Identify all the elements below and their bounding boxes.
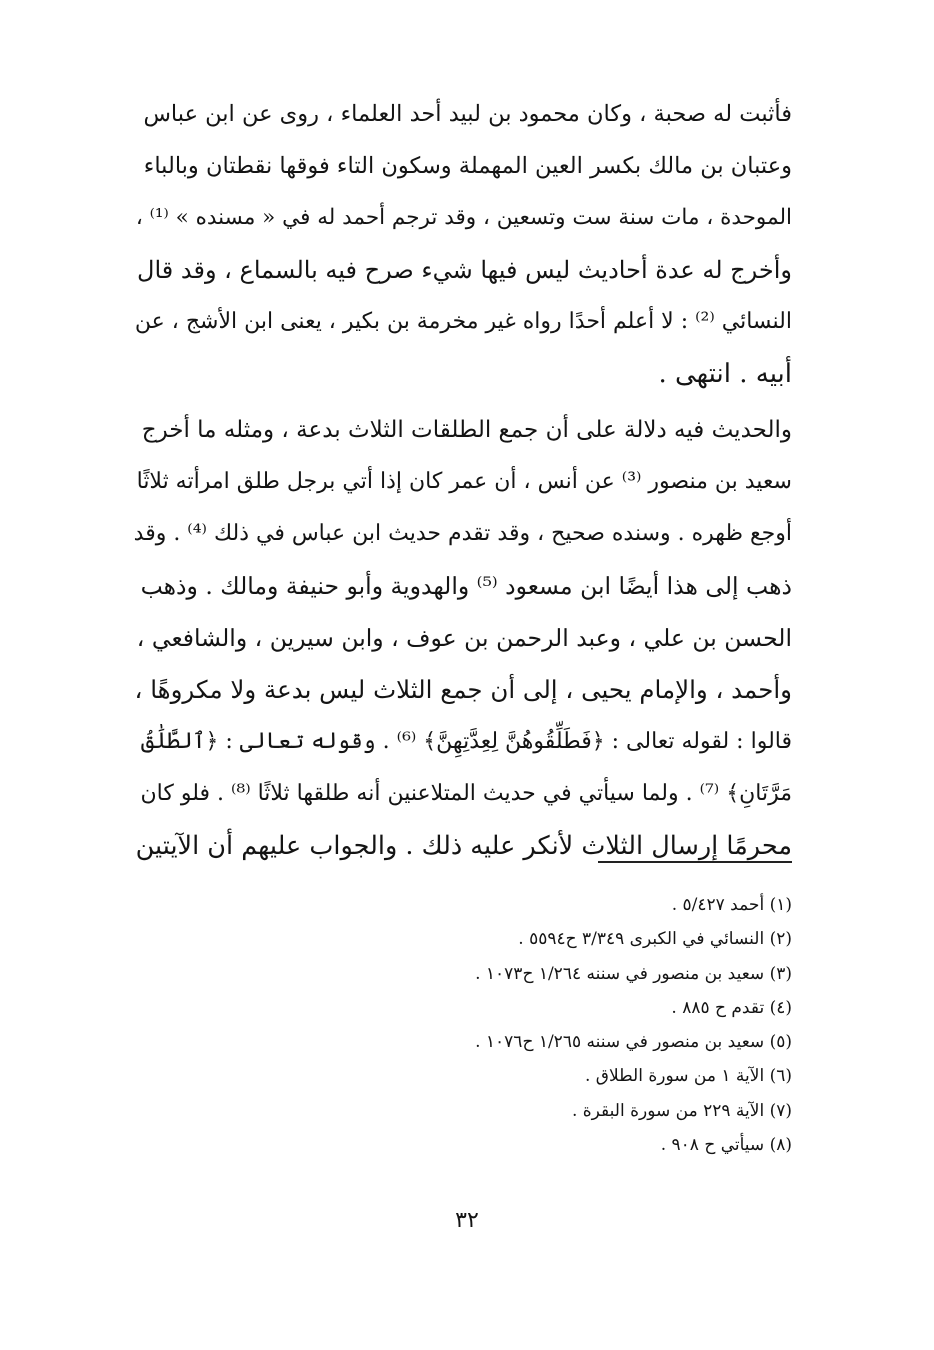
text-line: أوجع ظهره . وسنده صحيح ، وقد تقدم حديث ابن عباس في ذلك ⁽⁴⁾ . وقد — [133, 521, 792, 546]
text-line: وأحمد ، والإمام يحيى ، إلى أن جمع الثلاث ليس بدعة ولا مكروهًا ، — [134, 675, 792, 704]
text-line: قالوا : لقوله تعالى : ﴿فَطَلِّقُوهُنَّ لِعِدَّتِهِنَّ﴾ ⁽⁶⁾ . وقوله تعالى : ﴿ٱلطَّلَٰقُ — [141, 729, 792, 754]
footnote-7: (٧) الآية ٢٢٩ من سورة البقرة . — [571, 1100, 792, 1121]
text-line: وعتبان بن مالك بكسر العين المهملة وسكون التاء فوقها نقطتان وبالباء — [143, 153, 792, 179]
text-line: وأخرج له عدة أحاديث ليس فيها شيء صرح فيه بالسماع ، وقد قال — [137, 256, 792, 284]
footnote-separator — [598, 861, 792, 863]
text-line: النسائي ⁽²⁾ : لا أعلم أحدًا رواه غير مخرمة بن بكير ، يعنى ابن الأشج ، عن — [134, 309, 792, 334]
text-line: ذهب إلى هذا أيضًا ابن مسعود ⁽⁵⁾ والهدوية وأبو حنيفة ومالك . وذهب — [140, 572, 792, 600]
text-line: مَرَّتَانِ﴾ ⁽⁷⁾ . ولما سيأتي في حديث المتلاعنين أنه طلقها ثلاثًا ⁽⁸⁾ . فلو كان — [140, 781, 792, 806]
footnote-6: (٦) الآية ١ من سورة الطلاق . — [584, 1066, 792, 1087]
footnote-8: (٨) سيأتي ح ٩٠٨ . — [660, 1135, 792, 1156]
text-line: أبيه . انتهى . — [658, 359, 792, 389]
footnote-2: (٢) النسائي في الكبرى ٣/٣٤٩ ح٥٥٩٤ . — [518, 929, 792, 950]
text-line: سعيد بن منصور ⁽³⁾ عن أنس ، أن عمر كان إذا أتي برجل طلق امرأته ثلاثًا — [136, 469, 792, 494]
footnote-4: (٤) تقدم ح ٨٨٥ . — [671, 997, 792, 1018]
paragraph-2 — [132, 404, 792, 872]
text-line: الحسن بن علي ، وعبد الرحمن بن عوف ، وابن سيرين ، والشافعي ، — [136, 624, 792, 652]
footnote-1: (١) أحمد ٥/٤٢٧ . — [671, 895, 792, 915]
page-number: ٣٢ — [455, 1208, 479, 1233]
footnote-3: (٣) سعيد بن منصور في سننه ١/٢٦٤ ح١٠٧٣ . — [475, 963, 792, 984]
text-line: محرمًا إرسال الثلاث لأنكر عليه ذلك . والجواب عليهم أن الآيتين — [135, 831, 792, 861]
text-line: والحديث فيه دلالة على أن جمع الطلقات الثلاث بدعة ، ومثله ما أخرج — [141, 417, 792, 443]
text-line: فأثبت له صحبة ، وكان محمود بن لبيد أحد العلماء ، روى عن ابن عباس — [143, 101, 792, 127]
paragraph-1 — [132, 88, 792, 400]
footnotes — [300, 888, 792, 1162]
footnote-5: (٥) سعيد بن منصور في سننه ١/٢٦٥ ح١٠٧٦ . — [475, 1032, 792, 1053]
text-line: الموحدة ، مات سنة ست وتسعين ، وقد ترجم أحمد له في « مسنده » ⁽¹⁾ ، — [135, 205, 792, 230]
